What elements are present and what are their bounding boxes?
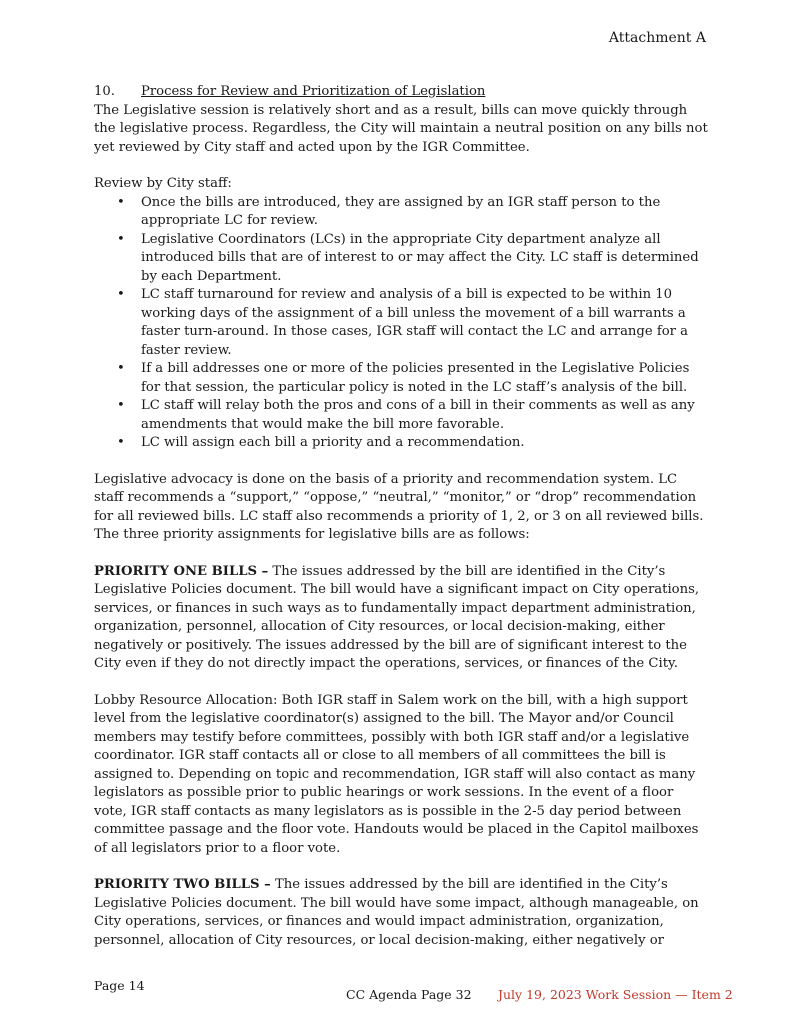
section-heading	[94, 83, 710, 102]
section-title: Process for Review and Prioritization of Legislation	[141, 84, 486, 99]
list-item: • Once the bills are introduced, they are assigned by an IGR staff person to the appropriate LC for review.	[141, 194, 710, 231]
priority-one-paragraph	[94, 563, 710, 674]
section-intro: The Legislative session is relatively short and as a result, bills can move quickly through the legislative process. Regardless, the City will maintain a neutral position on any bills not yet reviewed by City staff and acted upon by the IGR Committee.	[94, 102, 708, 155]
list-item: • Legislative Coordinators (LCs) in the appropriate City department analyze all introduced bills that are of interest to or may affect the City. LC staff is determined by each Department.	[141, 231, 710, 287]
agenda-page: CC Agenda Page 32	[346, 987, 472, 1002]
session-label: July 19, 2023 Work Session — Item 2	[498, 987, 733, 1002]
priority-two-text: The issues addressed by the bill are identified in the City’s Legislative Policies document. The bill would have some impact, although manageable, on City operations, services, or finances and would impact administration, organization, personnel, allocation of City resources, or local decision-making, either negatively or	[94, 877, 699, 948]
priority-two-paragraph	[94, 876, 710, 950]
page-number: Page 14	[94, 978, 145, 993]
section-number: 10.	[94, 84, 115, 99]
priority-one-label: PRIORITY ONE BILLS –	[94, 563, 269, 579]
priority-one-text: The issues addressed by the bill are identified in the City’s Legislative Policies document. The bill would have a significant impact on City operations, services, or finances in such ways as to fundamentally impact department administration, organization, personnel, allocation of City resources, or local decision-making, either negatively or positively. The issues addressed by the bill are of significant interest to the City even if they do not directly impact the operations, services, or finances of the City.	[94, 563, 700, 671]
list-item: • LC staff will relay both the pros and cons of a bill in their comments as well as any amendments that would make the bill more favorable.	[141, 397, 710, 434]
list-item: • If a bill addresses one or more of the policies presented in the Legislative Policies for that session, the particular policy is noted in the LC staff’s analysis of the bill.	[141, 360, 710, 397]
attachment-label: Attachment A	[608, 30, 706, 46]
list-item: • LC will assign each bill a priority and a recommendation.	[141, 434, 710, 453]
advocacy-paragraph: Legislative advocacy is done on the basis of a priority and recommendation system. LC staff recommends a “support,” “oppose,” “neutral,” “monitor,” or “drop” recommendation for all reviewed bills. LC staff also recommends a priority of 1, 2, or 3 on all reviewed bills. The three priority assignments for legislative bills are as follows:	[94, 471, 704, 542]
priority-two-label: PRIORITY TWO BILLS –	[94, 877, 271, 892]
list-item: • LC staff turnaround for review and analysis of a bill is expected to be within 10 working days of the assignment of a bill unless the movement of a bill warrants a faster turn-around. In those cases, IGR staff will contact the LC and arrange for a faster review.	[141, 286, 710, 360]
review-label: Review by City staff:	[94, 176, 232, 191]
document-body	[94, 83, 710, 950]
lobby-paragraph: Lobby Resource Allocation: Both IGR staff in Salem work on the bill, with a high support level from the legislative coordinator(s) assigned to the bill. The Mayor and/or Council members may testify before committees, possibly with both IGR staff and/or a legislative coordinator. IGR staff contacts all or close to all members of all committees the bill is assigned to. Depending on topic and recommendation, IGR staff will also contact as many legislators as possible prior to public hearings or work sessions. In the event of a floor vote, IGR staff contacts as many legislators as is possible in the 2-5 day period between committee passage and the floor vote. Handouts would be placed in the Capitol mailboxes of all legislators prior to a floor vote.	[94, 692, 699, 856]
review-bullet-list	[94, 194, 710, 453]
